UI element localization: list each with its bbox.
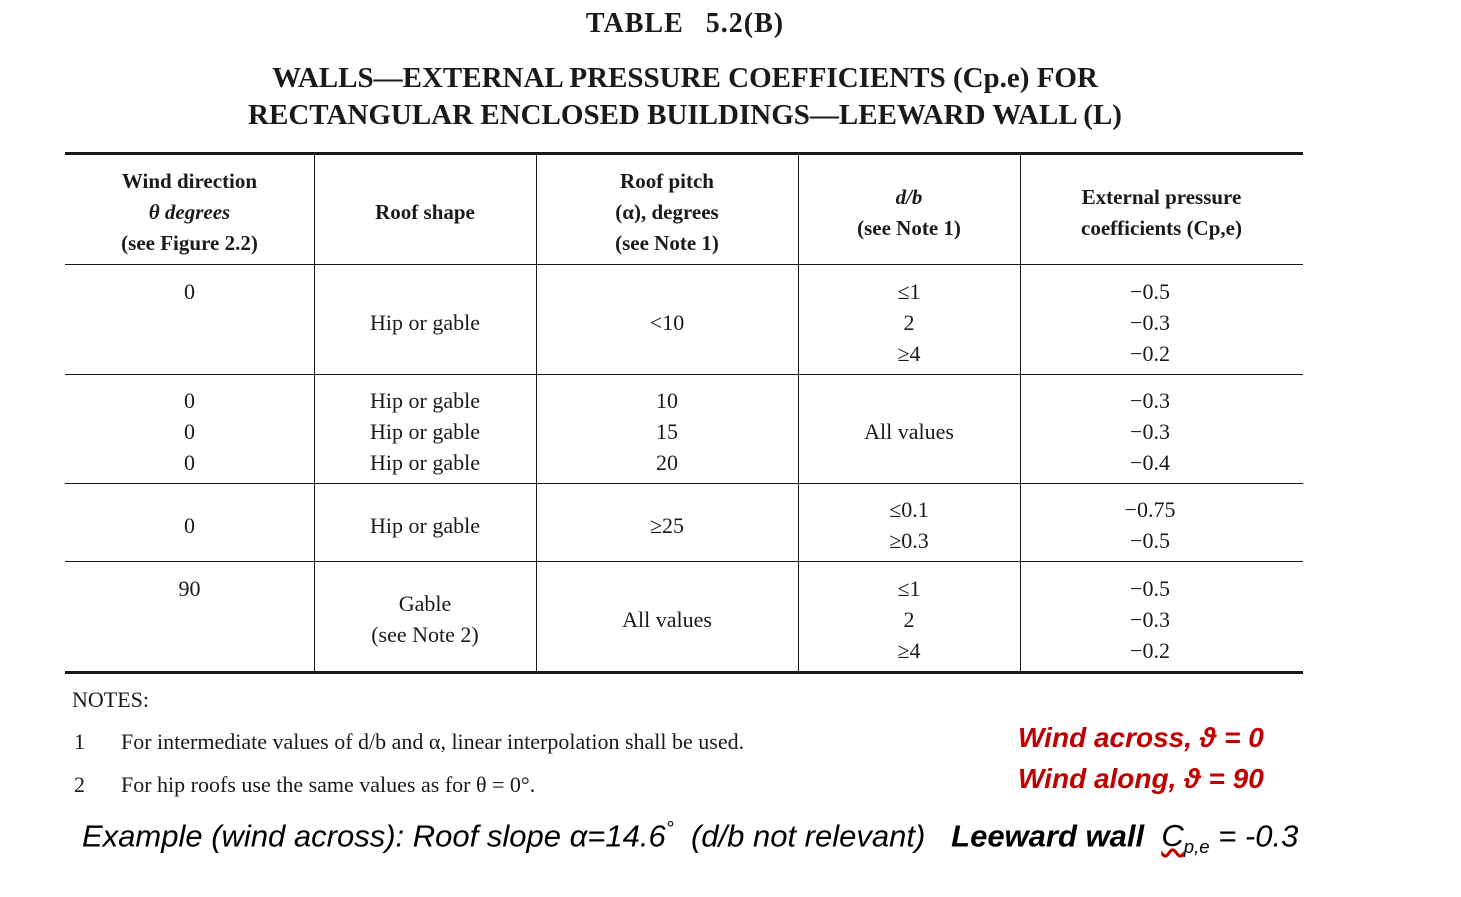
header-db xyxy=(798,182,1020,244)
table-title-line2: RECTANGULAR ENCLOSED BUILDINGS—LEEWARD WALL (L) xyxy=(248,99,1122,131)
table-cell: 0 xyxy=(184,513,195,538)
table-cell: −0.3 −0.3 −0.4 xyxy=(1130,388,1170,475)
header-line: (α), degrees xyxy=(615,200,719,224)
degree-sign: ° xyxy=(665,818,674,840)
table-cell: ≤1 2 ≥4 xyxy=(897,279,921,366)
header-line: (see Note 1) xyxy=(615,231,719,255)
table-cell: 90 xyxy=(178,576,201,601)
table-cell: Hip or gable Hip or gable Hip or gable xyxy=(370,388,480,475)
table-cell: 0 xyxy=(184,279,195,304)
header-rule xyxy=(65,264,1303,265)
note-text: For hip roofs use the same values as for θ = 0°. xyxy=(121,772,536,797)
header-line: Roof pitch xyxy=(620,169,714,193)
header-roof-pitch xyxy=(536,166,798,259)
example-line xyxy=(82,818,1298,859)
table-cell: Hip or gable xyxy=(370,310,480,335)
table-cell: 10 15 20 xyxy=(656,388,678,475)
example-suffix: (d/b not relevant) xyxy=(690,818,926,854)
header-line: coefficients (Cp,e) xyxy=(1081,216,1242,240)
example-bold: Leeward wall xyxy=(951,818,1145,854)
table-title-line1: WALLS—EXTERNAL PRESSURE COEFFICIENTS (Cp.e) FOR xyxy=(272,62,1098,94)
table-cell: −0.5 −0.3 −0.2 xyxy=(1130,279,1170,366)
table-cell: 0 0 0 xyxy=(184,388,195,475)
note-number: 2 xyxy=(74,772,85,797)
note-text: For intermediate values of d/b and α, linear interpolation shall be used. xyxy=(121,729,745,754)
cpe-symbol: $C_{p,e}$ xyxy=(1161,818,1210,858)
table-cell: −0.5 −0.3 −0.2 xyxy=(1130,576,1170,663)
header-line: (see Note 1) xyxy=(857,216,961,240)
table-top-rule xyxy=(65,152,1303,155)
example-prefix: Example (wind across): Roof slope α=14.6 xyxy=(82,818,666,854)
note-number: 1 xyxy=(74,729,85,754)
table-cell: All values xyxy=(622,607,712,632)
table-number: TABLE 5.2(B) xyxy=(585,8,785,39)
table-cell: Hip or gable xyxy=(370,513,480,538)
row-divider xyxy=(65,561,1303,562)
table-cell: ≤0.1 ≥0.3 xyxy=(889,497,929,553)
row-divider xyxy=(65,374,1303,375)
header-line: Wind direction xyxy=(121,169,258,193)
table-cell: All values xyxy=(864,419,954,444)
header-roof-shape: Roof shape xyxy=(375,200,475,224)
row-divider xyxy=(65,483,1303,484)
header-line: d/b xyxy=(895,185,923,209)
header-line: External pressure xyxy=(1081,185,1242,209)
notes-heading: NOTES: xyxy=(72,687,149,712)
annotation-wind-along: Wind along, ϑ = 90 xyxy=(1018,763,1264,794)
header-wind-direction xyxy=(65,166,314,259)
table-bottom-rule xyxy=(65,671,1303,674)
table-cell: <10 xyxy=(649,310,685,335)
annotation-wind-across: Wind across, ϑ = 0 xyxy=(1018,722,1264,753)
example-value: = -0.3 xyxy=(1218,818,1299,854)
table-cell: Gable (see Note 2) xyxy=(371,591,479,647)
header-line: θ degrees xyxy=(148,200,231,224)
table-cell: −0.75 −0.5 xyxy=(1124,497,1176,553)
table-cell: ≥25 xyxy=(649,513,685,538)
table-cell: ≤1 2 ≥4 xyxy=(897,576,921,663)
header-cpe xyxy=(1020,182,1303,244)
header-line: (see Figure 2.2) xyxy=(121,231,258,255)
